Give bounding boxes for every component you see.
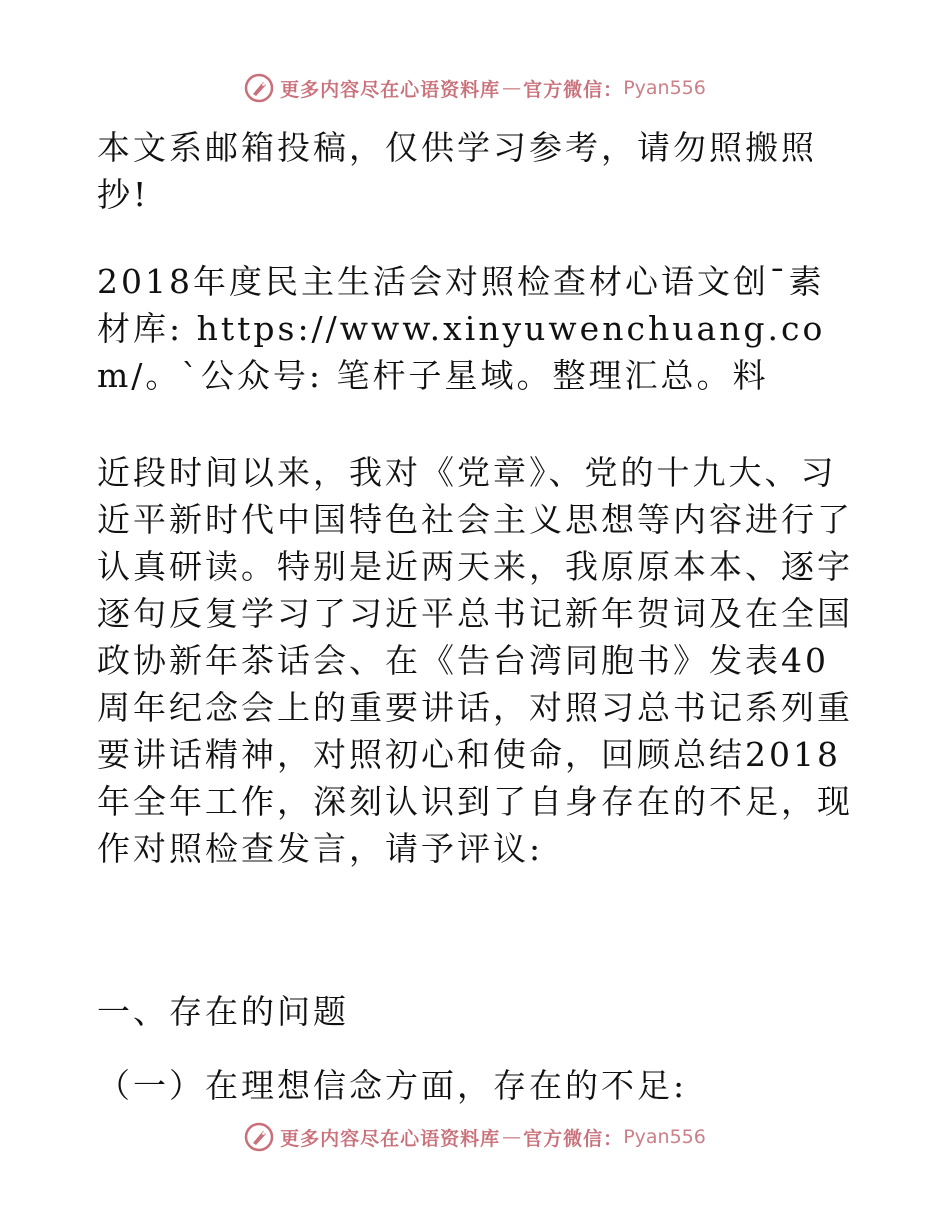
pen-nib-logo-icon xyxy=(244,1122,274,1152)
footer-watermark xyxy=(0,1122,950,1152)
watermark-account: Pyan556 xyxy=(623,77,706,99)
watermark-wechat-label: 官方微信： xyxy=(523,78,624,101)
watermark-account: Pyan556 xyxy=(623,1126,706,1148)
watermark-separator: — xyxy=(502,77,522,99)
intro-paragraph: 近段时间以来，我对《党章》、党的十九大、习近平新时代中国特色社会主义思想等内容进行了认真研读。特别是近两天来，我原原本本、逐字逐句反复学习了习近平总书记新年贺词及在全国政协新年茶话会、在《告台湾同胞书》发表40周年纪念会上的重要讲话，对照习总书记系列重要讲话精神，对照初心和使命，回顾总结2018年全年工作，深刻认识到了自身存在的不足，现作对照检查发言，请予评议: xyxy=(97,453,853,868)
source-paragraph: 2018年度民主生活会对照检查材心语文创¯素材库: https://www.xinyuwenchuang.com/。`公众号: 笔杆子星域。整理汇总。料 xyxy=(97,262,826,395)
watermark-separator: — xyxy=(502,1126,522,1148)
subsection-heading: （一）在理想信念方面，存在的不足: xyxy=(97,1066,688,1105)
watermark-site-text: 更多内容尽在心语资料库 xyxy=(280,1127,501,1150)
pen-nib-logo-icon xyxy=(244,73,274,103)
section-heading: 一、存在的问题 xyxy=(97,992,349,1031)
header-watermark xyxy=(0,73,950,103)
disclaimer-paragraph: 本文系邮箱投稿，仅供学习参考，请勿照搬照抄! xyxy=(97,128,817,214)
watermark-site-text: 更多内容尽在心语资料库 xyxy=(280,78,501,101)
watermark-wechat-label: 官方微信： xyxy=(523,1127,624,1150)
